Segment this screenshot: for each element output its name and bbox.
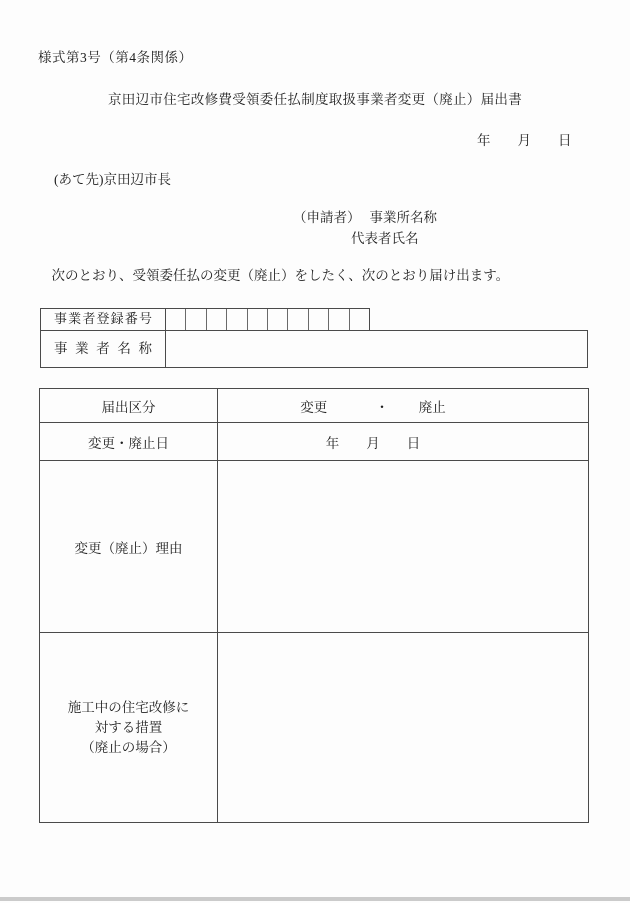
registration-number-grid[interactable] [166, 309, 369, 330]
detail-table [39, 388, 589, 823]
report-type-label: 届出区分 [40, 389, 218, 423]
report-type-field [218, 389, 588, 423]
registration-number-row [40, 308, 370, 330]
option-change[interactable]: 変更 [300, 399, 328, 415]
measures-label-line3: （廃止の場合） [81, 739, 176, 755]
registration-number-label: 事業者登録番号 [41, 309, 166, 330]
registration-number-cell[interactable] [350, 309, 369, 330]
registration-number-cell[interactable] [329, 309, 349, 330]
registration-number-cell[interactable] [268, 309, 288, 330]
registration-number-cell[interactable] [248, 309, 268, 330]
business-name-row [40, 330, 588, 368]
registration-number-cell[interactable] [207, 309, 227, 330]
applicant-prefix: （申請者） [293, 210, 361, 225]
scan-edge-artifact [0, 897, 630, 901]
applicant-block [293, 207, 437, 249]
measures-field[interactable] [218, 633, 588, 822]
applicant-office-label[interactable]: 事業所名称 [369, 210, 437, 225]
applicant-office-line [293, 207, 437, 228]
form-number: 様式第3号（第4条関係） [38, 50, 193, 65]
registration-number-cell[interactable] [186, 309, 206, 330]
business-name-field[interactable] [166, 331, 587, 367]
measures-label-line1: 施工中の住宅改修に [67, 699, 190, 715]
option-separator-dot: ・ [375, 399, 389, 415]
registration-table [40, 308, 588, 368]
declaration-text: 次のとおり、受領委任払の変更（廃止）をしたく、次のとおり届け出ます。 [38, 268, 510, 283]
page-title: 京田辺市住宅改修費受領委任払制度取扱事業者変更（廃止）届出書 [108, 92, 522, 107]
change-date-field[interactable]: 年 月 日 [218, 423, 588, 461]
applicant-representative-label[interactable]: 代表者氏名 [351, 231, 419, 246]
addressee: (あて先)京田辺市長 [54, 172, 171, 187]
business-name-label: 事業者名称 [41, 331, 166, 367]
reason-field[interactable] [218, 461, 588, 633]
option-abolish[interactable]: 廃止 [418, 399, 446, 415]
reason-label: 変更（廃止）理由 [40, 461, 218, 633]
submission-date-field[interactable]: 年 月 日 [477, 133, 572, 148]
measures-label-line2: 対する措置 [94, 719, 163, 735]
measures-label [40, 633, 218, 822]
registration-number-cell[interactable] [288, 309, 308, 330]
registration-number-cell[interactable] [166, 309, 186, 330]
registration-number-cell[interactable] [309, 309, 329, 330]
registration-number-cell[interactable] [227, 309, 247, 330]
change-date-label: 変更・廃止日 [40, 423, 218, 461]
